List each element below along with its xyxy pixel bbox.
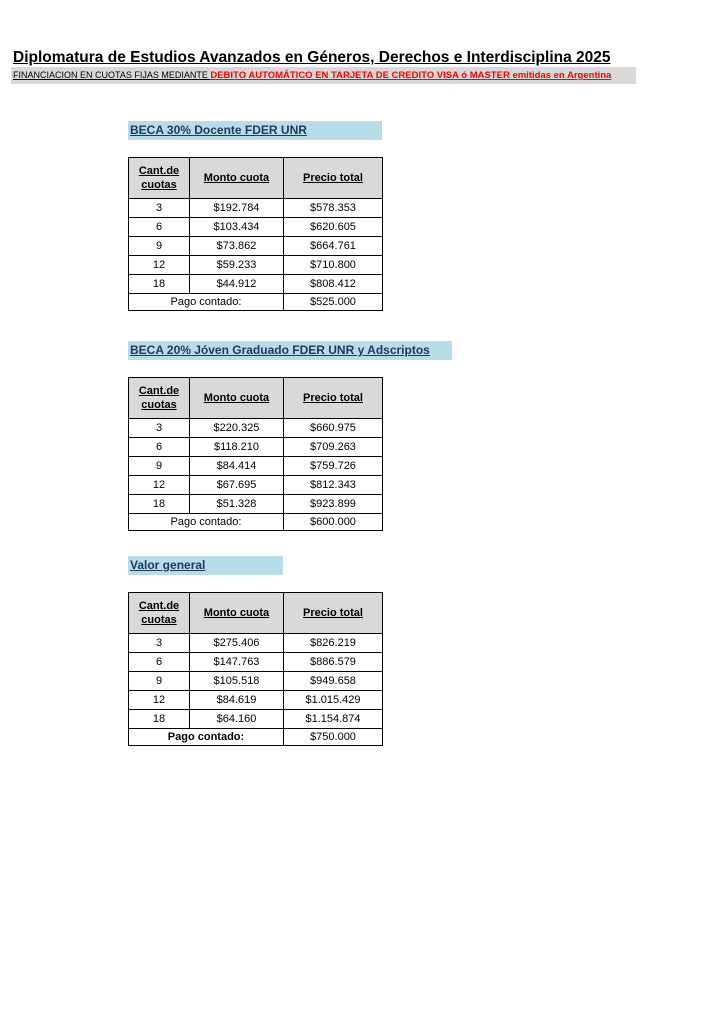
- section-title: BECA 20% Jóven Graduado FDER UNR y Adscriptos: [128, 341, 452, 360]
- table-row: [129, 710, 383, 729]
- cell-monto: $64.160: [190, 710, 284, 729]
- cell-total: $826.219: [284, 634, 383, 653]
- table-row: [129, 237, 383, 256]
- cell-monto: $44.912: [190, 275, 284, 294]
- cell-cuotas: 12: [129, 691, 190, 710]
- table-row: [129, 199, 383, 218]
- cell-cuotas: 18: [129, 275, 190, 294]
- cell-total: $578.353: [284, 199, 383, 218]
- section-beca-30: [128, 121, 383, 311]
- financing-note-highlight: DEBITO AUTOMÁTICO EN TARJETA DE CREDITO VISA ó MASTER emitidas en Argentina: [210, 70, 612, 81]
- table-row: [129, 691, 383, 710]
- header-total: Precio total: [284, 378, 383, 419]
- cell-total: $923.899: [284, 495, 383, 514]
- header-total: Precio total: [284, 593, 383, 634]
- contado-label: Pago contado:: [129, 514, 284, 531]
- cell-total: $709.263: [284, 438, 383, 457]
- cell-cuotas: 9: [129, 457, 190, 476]
- contado-row: [129, 514, 383, 531]
- cell-monto: $118.210: [190, 438, 284, 457]
- cell-cuotas: 6: [129, 438, 190, 457]
- cell-total: $808.412: [284, 275, 383, 294]
- table-header-row: [129, 593, 383, 634]
- cell-cuotas: 3: [129, 419, 190, 438]
- cell-total: $812.343: [284, 476, 383, 495]
- table-row: [129, 275, 383, 294]
- cell-monto: $67.695: [190, 476, 284, 495]
- cell-cuotas: 12: [129, 476, 190, 495]
- table-row: [129, 438, 383, 457]
- section-title: Valor general: [128, 556, 283, 575]
- document-title: Diplomatura de Estudios Avanzados en Géneros, Derechos e Interdisciplina 2025: [13, 49, 611, 66]
- financing-note-plain: FINANCIACION EN CUOTAS FIJAS MEDIANTE: [13, 70, 211, 80]
- contado-row: [129, 729, 383, 746]
- cell-cuotas: 3: [129, 634, 190, 653]
- cell-monto: $275.406: [190, 634, 284, 653]
- contado-value: $600.000: [284, 514, 383, 531]
- cell-cuotas: 18: [129, 710, 190, 729]
- cell-cuotas: 9: [129, 237, 190, 256]
- cell-cuotas: 3: [129, 199, 190, 218]
- cell-total: $620.605: [284, 218, 383, 237]
- contado-value: $525.000: [284, 294, 383, 311]
- installments-table: [128, 377, 383, 531]
- table-row: [129, 256, 383, 275]
- section-title: BECA 30% Docente FDER UNR: [128, 121, 382, 140]
- header-monto: Monto cuota: [190, 158, 284, 199]
- cell-total: $710.800: [284, 256, 383, 275]
- table-row: [129, 218, 383, 237]
- cell-monto: $105.518: [190, 672, 284, 691]
- cell-total: $949.658: [284, 672, 383, 691]
- cell-monto: $73.862: [190, 237, 284, 256]
- table-header-row: [129, 158, 383, 199]
- contado-label: Pago contado:: [129, 729, 284, 746]
- table-row: [129, 419, 383, 438]
- section-beca-20: [128, 341, 452, 531]
- section-valor-general: [128, 556, 383, 746]
- cell-monto: $220.325: [190, 419, 284, 438]
- cell-monto: $147.763: [190, 653, 284, 672]
- header-total: Precio total: [284, 158, 383, 199]
- cell-monto: $84.414: [190, 457, 284, 476]
- installments-table: [128, 157, 383, 311]
- cell-cuotas: 6: [129, 218, 190, 237]
- contado-row: [129, 294, 383, 311]
- table-row: [129, 495, 383, 514]
- cell-monto: $51.328: [190, 495, 284, 514]
- table-row: [129, 672, 383, 691]
- cell-total: $1.015.429: [284, 691, 383, 710]
- cell-cuotas: 12: [129, 256, 190, 275]
- cell-monto: $84.619: [190, 691, 284, 710]
- cell-total: $759.726: [284, 457, 383, 476]
- contado-value: $750.000: [284, 729, 383, 746]
- cell-cuotas: 9: [129, 672, 190, 691]
- cell-total: $886.579: [284, 653, 383, 672]
- installments-table: [128, 592, 383, 746]
- cell-total: $660.975: [284, 419, 383, 438]
- header-monto: Monto cuota: [190, 378, 284, 419]
- cell-total: $1.154.874: [284, 710, 383, 729]
- header-cuotas: Cant.de cuotas: [129, 378, 190, 419]
- cell-monto: $192.784: [190, 199, 284, 218]
- contado-label: Pago contado:: [129, 294, 284, 311]
- table-row: [129, 653, 383, 672]
- table-row: [129, 476, 383, 495]
- header-cuotas: Cant.de cuotas: [129, 158, 190, 199]
- header-cuotas: Cant.de cuotas: [129, 593, 190, 634]
- table-header-row: [129, 378, 383, 419]
- cell-cuotas: 18: [129, 495, 190, 514]
- financing-note: [11, 67, 636, 84]
- cell-monto: $59.233: [190, 256, 284, 275]
- table-row: [129, 634, 383, 653]
- header-monto: Monto cuota: [190, 593, 284, 634]
- cell-total: $664.761: [284, 237, 383, 256]
- table-row: [129, 457, 383, 476]
- cell-monto: $103.434: [190, 218, 284, 237]
- cell-cuotas: 6: [129, 653, 190, 672]
